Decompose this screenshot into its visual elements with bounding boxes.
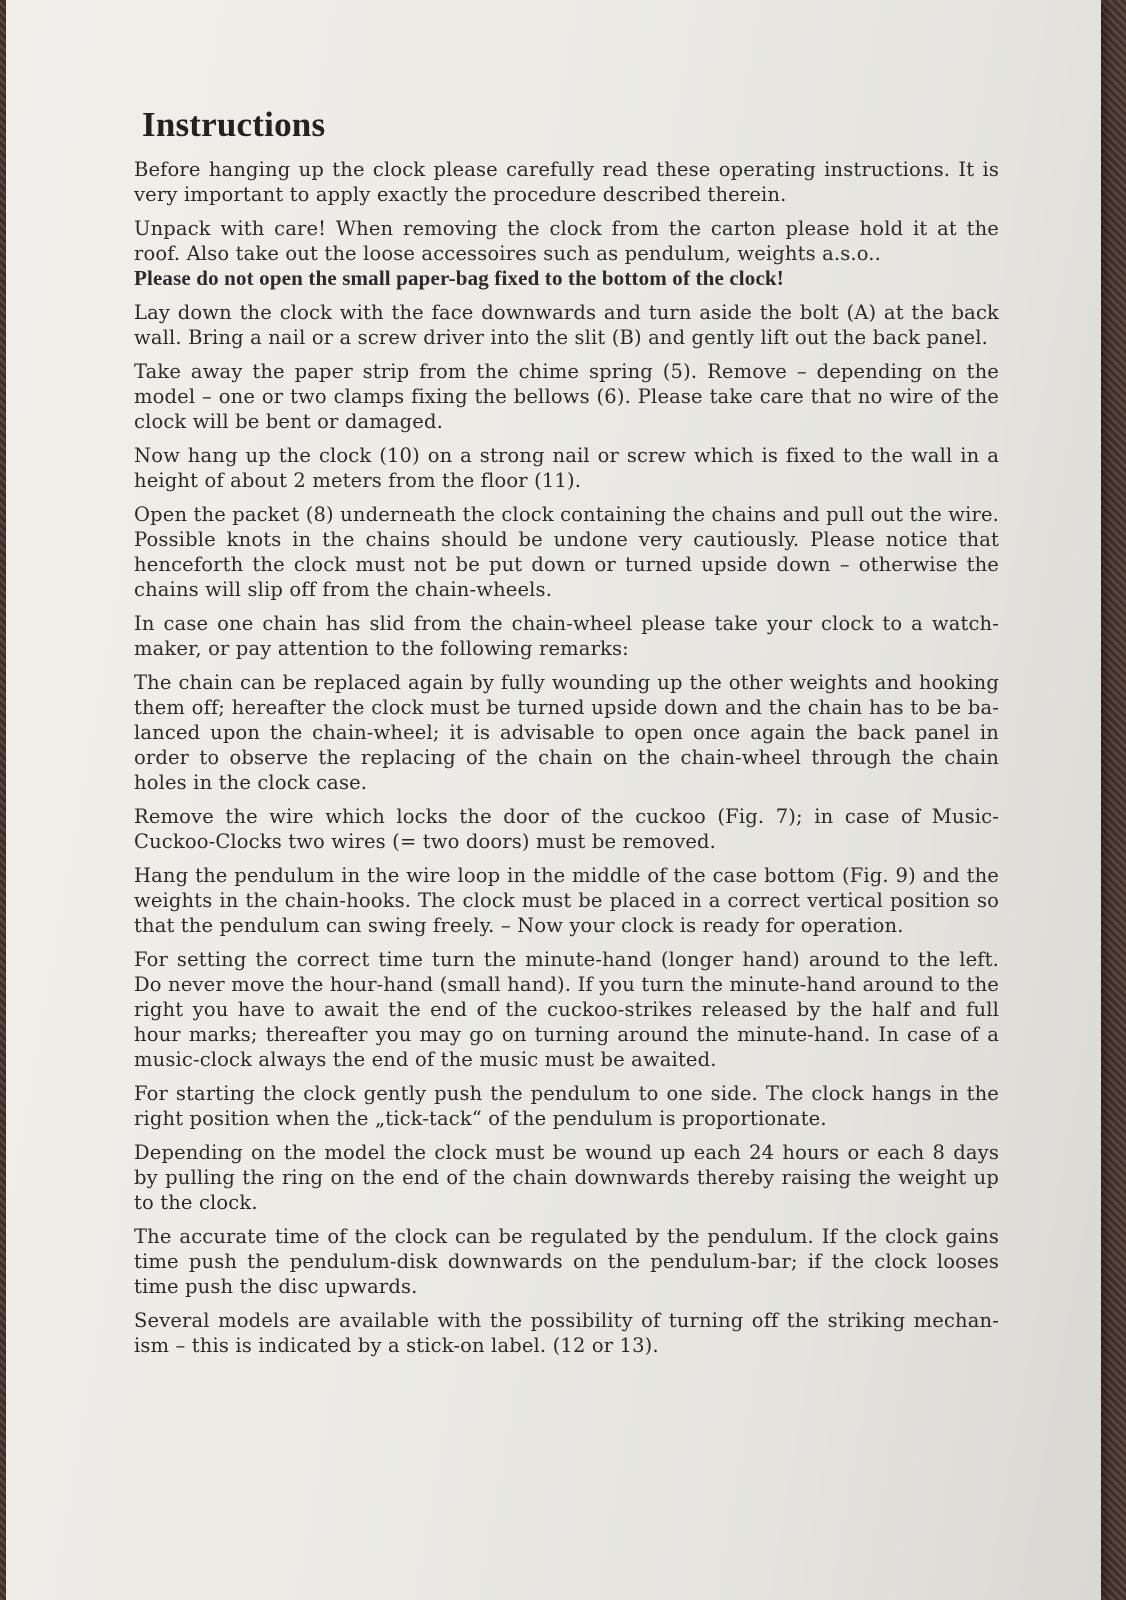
paragraph-text: In case one chain has slid from the chain-wheel please take your clock to a watch-maker, or pay attention to the following remarks: [134, 612, 999, 660]
paragraph-regulate-time [134, 1224, 999, 1299]
paragraph-text: Lay down the clock with the face downwards and turn aside the bolt (A) at the back wall. Bring a nail or a screw driver into the slit (B) and gently lift out the back panel. [134, 301, 999, 349]
paragraph-chains [134, 502, 999, 602]
paragraph-text: Open the packet (8) underneath the clock containing the chains and pull out the wire. Possible knots in the chains should be undone very cautiously. Please notice that henceforth the clock must not be put down or turned upside down – otherwise the chains will slip off from the chain-wheels. [134, 503, 999, 601]
paragraph-text: Now hang up the clock (10) on a strong nail or screw which is fixed to the wall in a height of about 2 meters from the floor (11). [134, 444, 999, 492]
paragraph-text: Remove the wire which locks the door of the cuckoo (Fig. 7); in case of Music-Cuckoo-Clocks two wires (= two doors) must be removed. [134, 805, 999, 853]
paragraph-text: Unpack with care! When removing the clock from the carton please hold it at the roof. Also take out the loose accessoires such as pendulum, weights a.s.o.. [134, 217, 999, 265]
paragraph-text: Before hanging up the clock please carefully read these operating instructions. It is very important to apply exactly the procedure described therein. [134, 158, 999, 206]
paragraph-unpack [134, 216, 999, 291]
paragraph-text: Take away the paper strip from the chime spring (5). Remove – depending on the model – one or two clamps fixing the bellows (6). Please take care that no wire of the clock will be bent or damaged. [134, 360, 999, 433]
paragraph-text: Hang the pendulum in the wire loop in the middle of the case bottom (Fig. 9) and the weights in the chain-hooks. The clock must be placed in a correct vertical position so that the pendulum can swing freely. – Now your clock is ready for operation. [134, 864, 999, 937]
document-title: Instructions [142, 105, 326, 144]
paragraph-wind-up [134, 1140, 999, 1215]
paragraph-text: Several models are available with the possibility of turning off the striking mechan-ism – this is indicated by a stick-on label. (12 or 13). [134, 1309, 999, 1357]
document-body [134, 105, 999, 1367]
warning-paper-bag: Please do not open the small paper-bag fixed to the bottom of the clock! [134, 266, 784, 290]
paragraph-chime-spring [134, 359, 999, 434]
paragraph-set-time [134, 947, 999, 1072]
paragraph-slid-chain [134, 611, 999, 661]
paragraph-text: The accurate time of the clock can be regulated by the pendulum. If the clock gains time push the pendulum-disk downwards on the pendulum-bar; if the clock looses time push the disc upwards. [134, 1225, 999, 1298]
paragraph-text: For setting the correct time turn the minute-hand (longer hand) around to the left. Do never move the hour-hand (small hand). If you turn the minute-hand around to the right you have to await the end of the cuckoo-strikes released by the half and full hour marks; thereafter you may go on turning around the minute-hand. In case of a music-clock always the end of the music must be awaited. [134, 948, 999, 1071]
paragraph-pendulum [134, 863, 999, 938]
paragraph-text: Depending on the model the clock must be wound up each 24 hours or each 8 days by pulling the ring on the end of the chain downwards thereby raising the weight up to the clock. [134, 1141, 999, 1214]
paragraph-text: For starting the clock gently push the pendulum to one side. The clock hangs in the right position when the „tick-tack“ of the pendulum is proportionate. [134, 1082, 999, 1130]
paragraph-replace-chain [134, 670, 999, 795]
paragraph-striking-mechanism [134, 1308, 999, 1358]
paragraph-read-instructions [134, 157, 999, 207]
paragraph-hang-clock [134, 443, 999, 493]
paragraph-text: The chain can be replaced again by fully wounding up the other weights and hooking them off; hereafter the clock must be turned upside down and the chain has to be ba-lanced upon the chain-wheel; it is advisable to open once again the back panel in order to observe the replacing of the chain on the chain-wheel through the chain holes in the clock case. [134, 671, 999, 794]
paragraph-cuckoo-door [134, 804, 999, 854]
paragraph-start-clock [134, 1081, 999, 1131]
instruction-sheet [6, 0, 1101, 1600]
paragraph-back-panel [134, 300, 999, 350]
